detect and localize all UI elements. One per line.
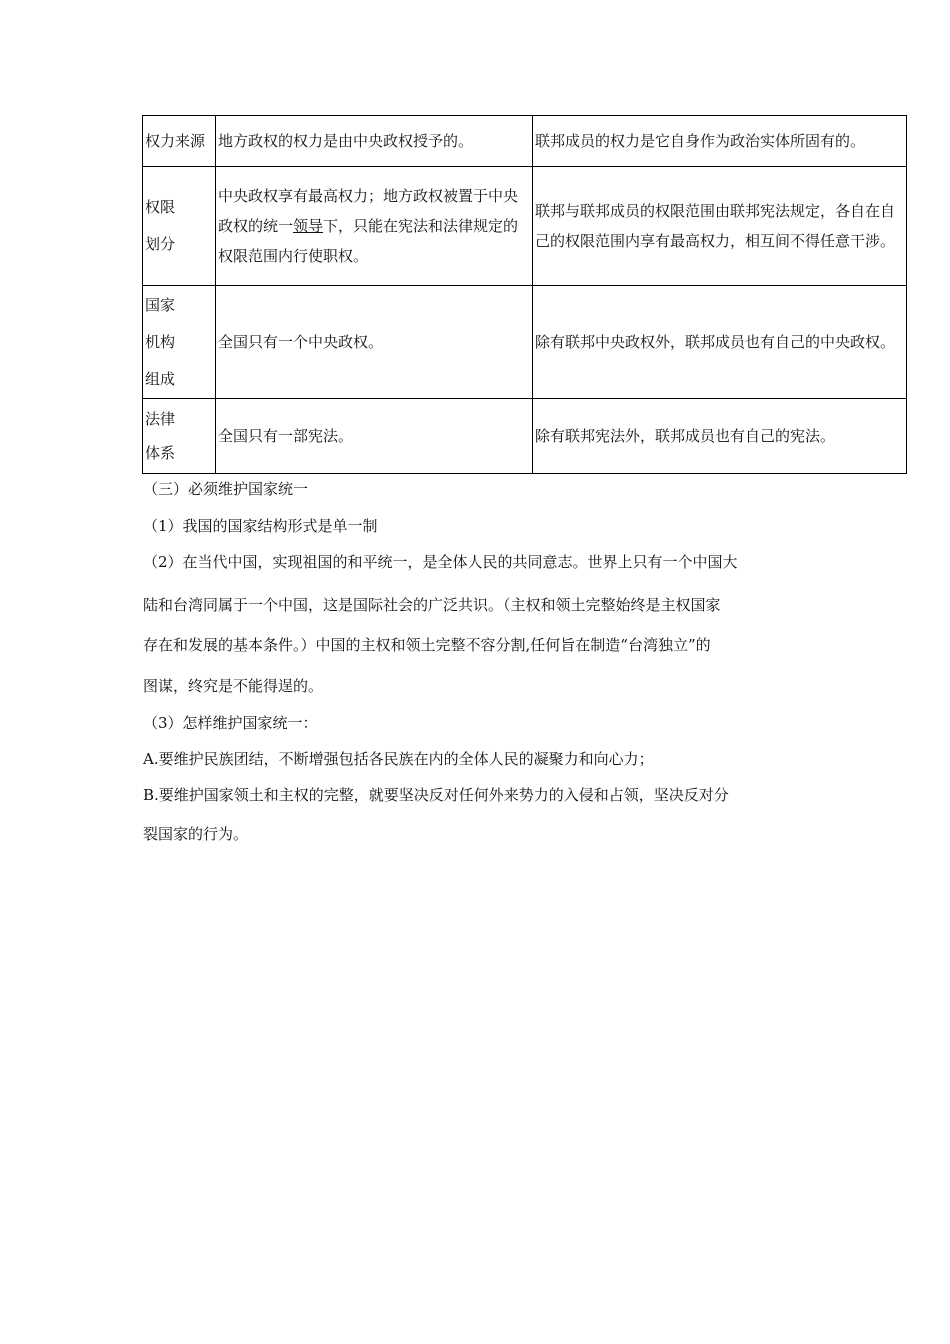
unitary-text: 中央政权享有最高权力；地方政权被置于中央政权的统一 xyxy=(218,187,519,235)
point-b-line: B.要维护国家领土和主权的完整，就要坚决反对任何外来势力的入侵和占领，坚决反对分 xyxy=(143,786,729,804)
point-b-line: 裂国家的行为。 xyxy=(143,825,249,843)
item-2-line: 存在和发展的基本条件。）中国的主权和领土完整不容分割,任何旨在制造“台湾独立”的 xyxy=(143,636,711,654)
federal-cell: 联邦成员的权力是它自身作为政治实体所固有的。 xyxy=(533,116,907,167)
row-header-line: 组成 xyxy=(145,369,176,388)
row-header-line: 法律 xyxy=(145,410,176,428)
row-header xyxy=(143,399,216,474)
row-header-line: 体系 xyxy=(145,444,176,462)
unitary-cell: 全国只有一部宪法。 xyxy=(216,399,533,474)
federal-cell: 联邦与联邦成员的权限范围由联邦宪法规定，各自在自己的权限范围内享有最高权力，相互间不得任意干涉。 xyxy=(533,167,907,286)
item-1: （1）我国的国家结构形式是单一制 xyxy=(143,517,378,535)
item-2-line: 陆和台湾同属于一个中国，这是国际社会的广泛共识。（主权和领土完整始终是主权国家 xyxy=(143,596,721,614)
unitary-cell xyxy=(216,167,533,286)
item-3: （3）怎样维护国家统一： xyxy=(143,714,318,732)
table-row xyxy=(143,399,907,474)
item-2-line: （2）在当代中国，实现祖国的和平统一，是全体人民的共同意志。世界上只有一个中国大 xyxy=(143,553,738,571)
federal-cell: 除有联邦中央政权外，联邦成员也有自己的中央政权。 xyxy=(533,286,907,399)
row-header-line: 划分 xyxy=(145,235,176,253)
underlined-word: 领导 xyxy=(293,217,324,235)
row-header xyxy=(143,167,216,286)
row-header: 权力来源 xyxy=(143,116,216,167)
point-a: A.要维护民族团结，不断增强包括各民族在内的全体人民的凝聚力和向心力； xyxy=(143,750,654,768)
item-2-line: 图谋，终究是不能得逞的。 xyxy=(143,677,324,695)
unitary-cell: 全国只有一个中央政权。 xyxy=(216,286,533,399)
row-header-line: 权限 xyxy=(145,198,176,216)
table-row xyxy=(143,167,907,286)
table-row xyxy=(143,116,907,167)
row-header xyxy=(143,286,216,399)
federal-cell: 除有联邦宪法外，联邦成员也有自己的宪法。 xyxy=(533,399,907,474)
section-heading: （三）必须维护国家统一 xyxy=(143,480,309,498)
table-row xyxy=(143,286,907,399)
row-header-line: 机构 xyxy=(145,332,176,351)
row-header-line: 国家 xyxy=(145,295,176,314)
unitary-text: 下，只能在宪法和法律规定的权限范围内行使职权。 xyxy=(218,217,519,265)
unitary-cell: 地方政权的权力是由中央政权授予的。 xyxy=(216,116,533,167)
comparison-table xyxy=(142,115,907,474)
